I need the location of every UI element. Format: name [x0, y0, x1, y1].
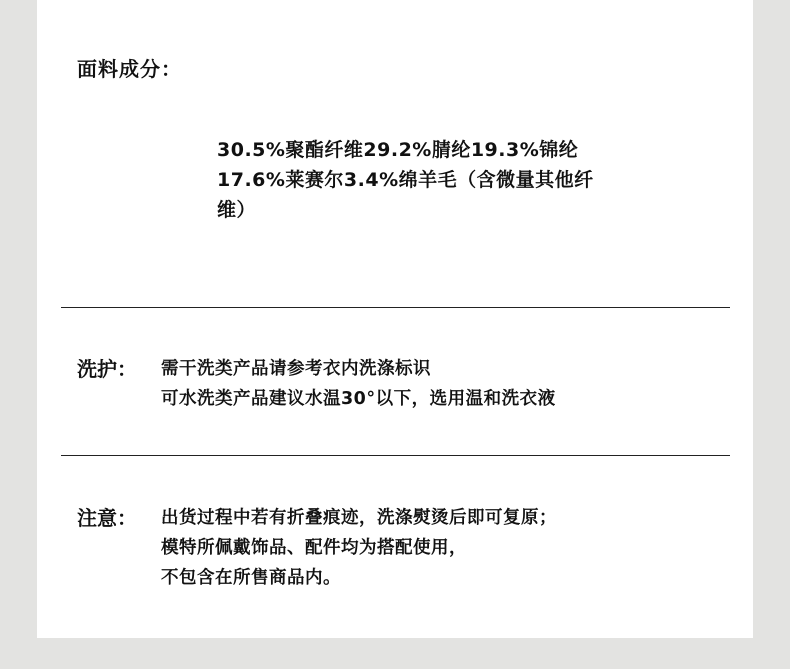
care-instructions: [161, 354, 556, 414]
notes-line: 模特所佩戴饰品、配件均为搭配使用，: [161, 538, 467, 558]
care-line: 可水洗类产品建议水温30°以下，选用温和洗衣液: [161, 389, 556, 409]
fabric-line: 17.6%莱赛尔3.4%绵羊毛（含微量其他纤: [217, 169, 594, 191]
notes-text: [161, 503, 557, 593]
fabric-heading: 面料成分：: [77, 57, 182, 81]
divider: [61, 307, 730, 308]
product-info-card: [37, 0, 753, 638]
notes-line: 出货过程中若有折叠痕迹，洗涤熨烫后即可复原；: [161, 508, 557, 528]
divider: [61, 455, 730, 456]
fabric-composition: [217, 135, 687, 225]
notes-line: 不包含在所售商品内。: [161, 568, 341, 588]
care-line: 需干洗类产品请参考衣内洗涤标识: [161, 359, 431, 379]
notes-label: 注意：: [77, 506, 137, 530]
fabric-line: 维）: [217, 199, 257, 221]
care-label: 洗护：: [77, 357, 137, 381]
fabric-line: 30.5%聚酯纤维29.2%腈纶19.3%锦纶: [217, 139, 579, 161]
